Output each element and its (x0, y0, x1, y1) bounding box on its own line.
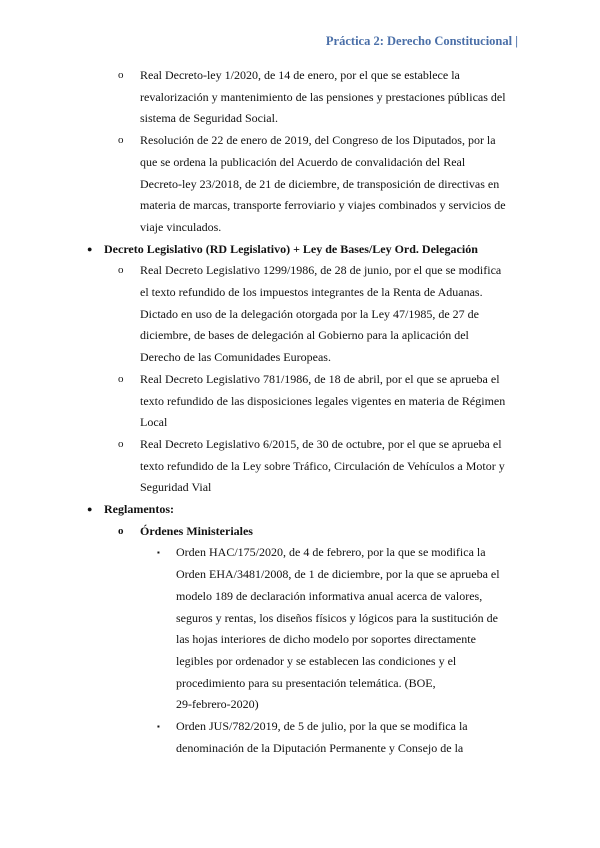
text-line: Orden EHA/3481/2008, de 1 de diciembre, por la que se aprueba el (176, 567, 500, 582)
item-text (176, 716, 514, 759)
text-line: el texto refundido de los impuestos integrantes de la Renta de Aduanas. (140, 285, 483, 300)
text-line: seguros y rentas, los diseños físicos y lógicos para la sustitución de (176, 610, 498, 625)
list-item-rdl-6-2015 (0, 434, 600, 499)
text-line: Dictado en uso de la delegación otorgada por la Ley 47/1985, de 27 de (140, 306, 480, 321)
text-line: las hojas interiores de dicho modelo por soportes directamente (176, 632, 476, 647)
text-line: sistema de Seguridad Social. (140, 111, 278, 126)
item-text (140, 260, 512, 369)
heading-text: Decreto Legislativo (RD Legislativo) + Ley de Bases/Ley Ord. Delegación (104, 241, 478, 256)
list-item-rdl-1299-1986 (0, 260, 600, 369)
heading-text: Reglamentos: (104, 502, 174, 517)
disc-bullet-icon: ● (87, 504, 93, 515)
circle-bullet-icon: o (118, 69, 124, 81)
item-text (140, 130, 512, 239)
list-item-orden-jus-782-2019 (0, 716, 600, 759)
text-line: Resolución de 22 de enero de 2019, del Congreso de los Diputados, por la (140, 133, 496, 148)
disc-bullet-icon: ● (87, 243, 93, 254)
document-body (0, 65, 600, 760)
section-heading-decreto-legislativo (0, 239, 600, 261)
list-item-rdl-781-1986 (0, 369, 600, 434)
text-line: que se ordena la publicación del Acuerdo de convalidación del Real (140, 154, 466, 169)
circle-bullet-icon: o (118, 437, 124, 450)
text-line: Real Decreto Legislativo 781/1986, de 18 de abril, por el que se aprueba el (140, 371, 500, 386)
circle-bullet-icon: o (118, 372, 124, 385)
square-bullet-icon: ▪ (157, 548, 160, 558)
item-text (140, 434, 512, 499)
heading-text: Órdenes Ministeriales (140, 523, 253, 538)
text-line: modelo 189 de declaración informativa anual acerca de valores, (176, 588, 483, 603)
item-text (140, 369, 512, 434)
text-line: viaje vinculados. (140, 219, 222, 234)
list-item-orden-hac-175-2020 (0, 542, 600, 716)
text-line: materia de marcas, transporte ferroviario y viajes combinados y servicios de (140, 198, 506, 213)
text-line: legibles por ordenador y se establecen las condiciones y el (176, 653, 457, 668)
text-line: Seguridad Vial (140, 480, 212, 495)
text-line: Real Decreto Legislativo 1299/1986, de 28 de junio, por el que se modifica (140, 263, 502, 278)
text-line: Real Decreto Legislativo 6/2015, de 30 de octubre, por el que se aprueba el (140, 436, 502, 451)
circle-bullet-icon: o (118, 134, 124, 147)
circle-bullet-icon: o (118, 524, 124, 537)
circle-bullet-icon: o (118, 264, 124, 277)
text-line: diciembre, de bases de delegación al Gobierno para la aplicación del (140, 328, 469, 343)
text-line: procedimiento para su presentación telemática. (BOE, (176, 675, 436, 690)
item-text (140, 65, 512, 130)
text-line: Decreto-ley 23/2018, de 21 de diciembre, de transposición de directivas en (140, 176, 500, 191)
text-line: Orden JUS/782/2019, de 5 de julio, por la que se modifica la (176, 719, 468, 734)
item-text (176, 542, 514, 716)
text-line: denominación de la Diputación Permanente y Consejo de la (176, 740, 464, 755)
text-line: Real Decreto-ley 1/2020, de 14 de enero, por el que se establece la (140, 68, 460, 82)
list-item-rd-1-2020 (0, 65, 600, 130)
text-line: texto refundido de la Ley sobre Tráfico, Circulación de Vehículos a Motor y (140, 458, 505, 473)
text-line: Derecho de las Comunidades Europeas. (140, 350, 331, 365)
text-line: Local (140, 415, 168, 430)
square-bullet-icon: ▪ (157, 722, 160, 732)
page-header-title: Práctica 2: Derecho Constitucional | (325, 34, 518, 48)
text-line: texto refundido de las disposiciones legales vigentes en materia de Régimen (140, 393, 506, 408)
subsection-heading-ordenes (0, 521, 600, 543)
text-line: 29-febrero-2020) (176, 697, 259, 712)
text-line: Orden HAC/175/2020, de 4 de febrero, por la que se modifica la (176, 545, 486, 560)
list-item-resolucion-2019 (0, 130, 600, 239)
section-heading-reglamentos (0, 499, 600, 521)
text-line: revalorización y mantenimiento de las pensiones y prestaciones públicas del (140, 89, 506, 104)
